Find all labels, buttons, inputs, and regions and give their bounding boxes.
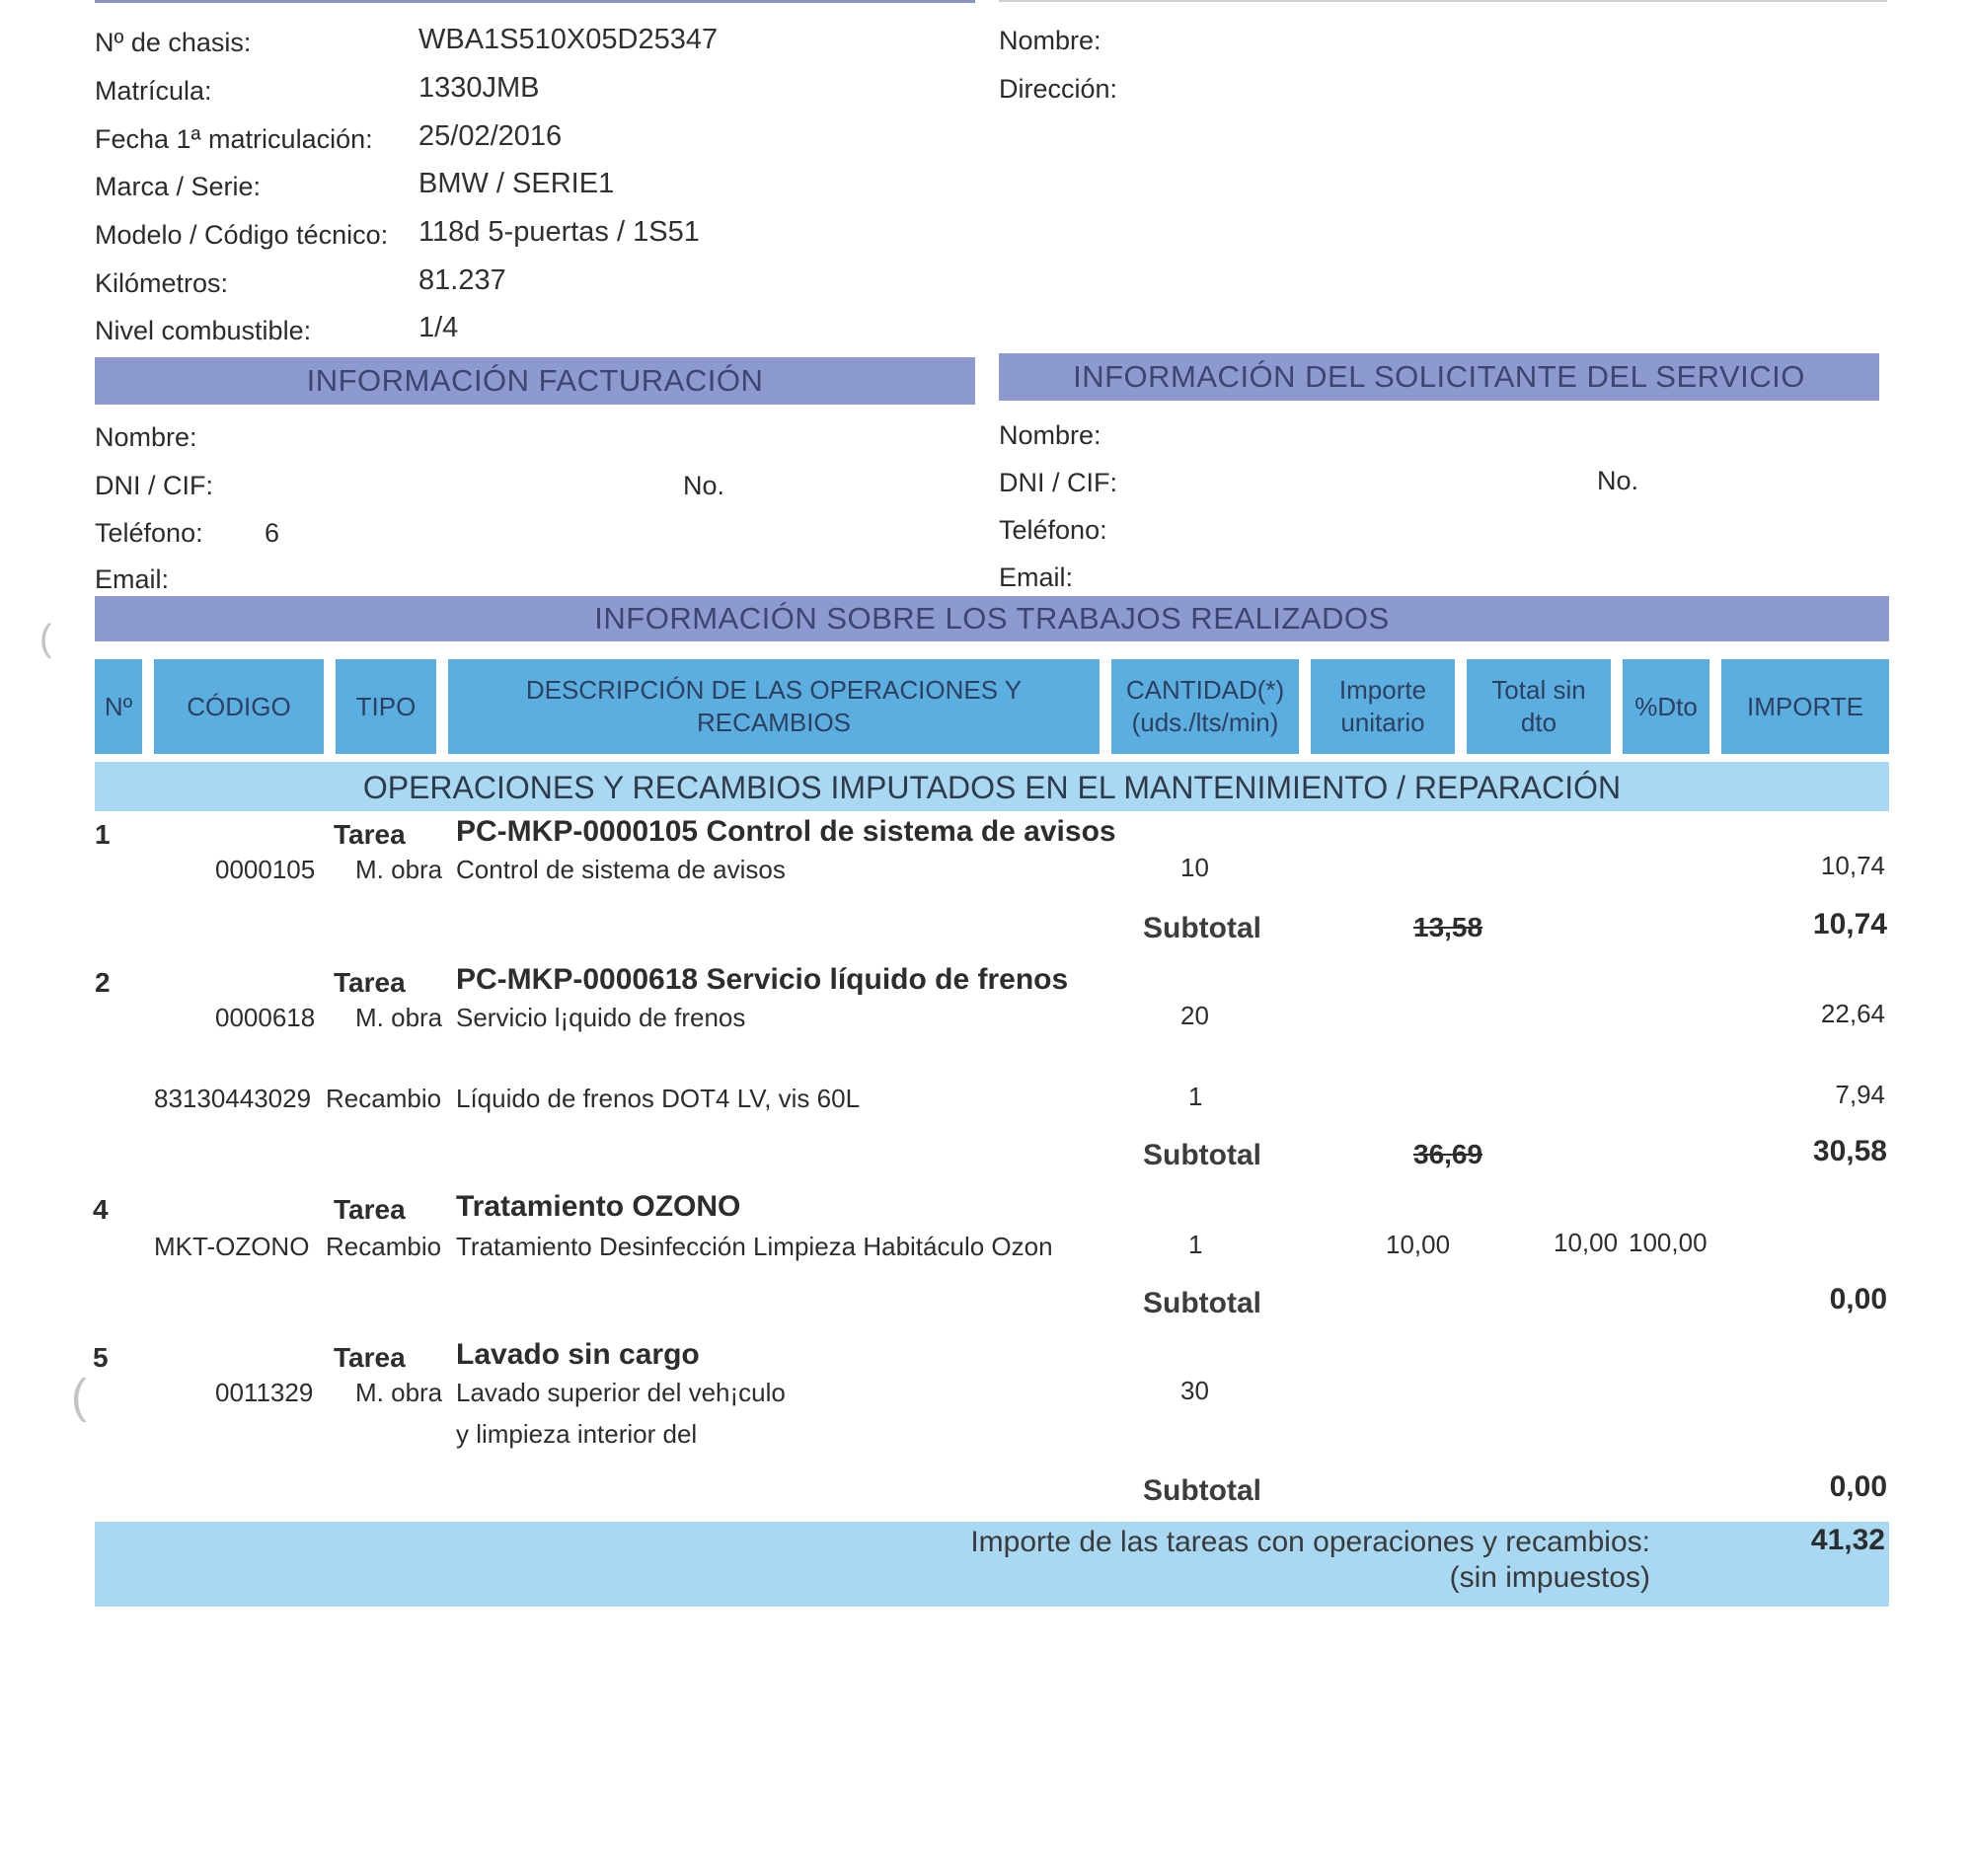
line-description: Líquido de frenos DOT4 LV, vis 60L [456, 1084, 861, 1113]
col-no: Nº [95, 659, 142, 754]
brand-value: BMW / SERIE1 [418, 168, 615, 199]
task-title: PC-MKP-0000105 Control de sistema de avisos [456, 815, 1116, 848]
chassis-label: Nº de chasis: [95, 28, 252, 57]
col-description: DESCRIPCIÓN DE LAS OPERACIONES Y RECAMBIOS [448, 659, 1100, 754]
subtotal-amount: 0,00 [1829, 1470, 1887, 1503]
line-quantity: 30 [1180, 1376, 1209, 1405]
model-label: Modelo / Código técnico: [95, 220, 389, 250]
task-number: 4 [93, 1194, 109, 1225]
line-quantity: 1 [1188, 1082, 1203, 1111]
line-description: Control de sistema de avisos [456, 855, 786, 884]
line-description: Servicio l¡quido de frenos [456, 1003, 746, 1032]
line-amount: 22,64 [1820, 999, 1885, 1028]
line-code: 83130443029 [154, 1084, 312, 1113]
line-unit-price: 10,00 [1386, 1230, 1451, 1259]
line-type: M. obra [355, 1003, 443, 1032]
line-quantity: 10 [1180, 853, 1209, 882]
billing-email-label: Email: [95, 564, 170, 594]
subtotal-label: Subtotal [1143, 1139, 1261, 1171]
total-amount: 41,32 [1810, 1524, 1885, 1556]
line-code: 0000618 [215, 1003, 316, 1032]
requester-no-label: No. [1597, 466, 1639, 495]
line-code: MKT-OZONO [154, 1232, 310, 1261]
subtotal-amount: 30,58 [1812, 1135, 1887, 1167]
km-value: 81.237 [418, 264, 506, 296]
brand-label: Marca / Serie: [95, 172, 262, 201]
punch-hole-mark: ( [39, 618, 52, 659]
line-dto: 100,00 [1629, 1228, 1708, 1257]
line-type: Recambio [326, 1084, 442, 1113]
task-type: Tarea [334, 819, 406, 850]
owner-address-label: Dirección: [999, 74, 1118, 104]
subtotal-gross: 13,58 [1413, 912, 1483, 942]
line-description-cont: y limpieza interior del [456, 1419, 698, 1449]
total-label: Importe de las tareas con operaciones y recambios: [970, 1526, 1650, 1558]
works-title: INFORMACIÓN SOBRE LOS TRABAJOS REALIZADOS [95, 596, 1889, 641]
line-description: Tratamiento Desinfección Limpieza Habitáculo Ozon [456, 1232, 1053, 1261]
owner-name-label: Nombre: [999, 26, 1101, 55]
subtotal-gross: 36,69 [1413, 1139, 1483, 1169]
top-divider-left [95, 0, 975, 3]
line-amount: 7,94 [1835, 1080, 1885, 1109]
line-description: Lavado superior del veh¡culo [456, 1378, 786, 1407]
fuel-label: Nivel combustible: [95, 316, 312, 345]
task-type: Tarea [334, 967, 406, 998]
col-code: CÓDIGO [154, 659, 324, 754]
billing-phone-label: Teléfono: [95, 518, 203, 548]
requester-title: INFORMACIÓN DEL SOLICITANTE DEL SERVICIO [999, 353, 1879, 401]
requester-dni-label: DNI / CIF: [999, 468, 1117, 497]
task-type: Tarea [334, 1342, 406, 1373]
col-quantity: CANTIDAD(*) (uds./lts/min) [1111, 659, 1299, 754]
task-title: PC-MKP-0000618 Servicio líquido de frenos [456, 963, 1069, 996]
billing-no-label: No. [683, 471, 725, 500]
line-code: 0011329 [215, 1378, 314, 1407]
task-title: Tratamiento OZONO [456, 1190, 741, 1223]
line-code: 0000105 [215, 855, 316, 884]
requester-name-label: Nombre: [999, 420, 1101, 450]
billing-name-label: Nombre: [95, 422, 197, 452]
billing-phone-value: 6 [265, 518, 280, 548]
subtotal-amount: 0,00 [1829, 1283, 1887, 1315]
col-unit-price: Importe unitario [1311, 659, 1455, 754]
subtotal-label: Subtotal [1143, 912, 1261, 944]
line-amount: 10,74 [1820, 851, 1885, 880]
line-type: M. obra [355, 1378, 443, 1407]
task-number: 5 [93, 1342, 109, 1373]
km-label: Kilómetros: [95, 268, 229, 298]
plate-label: Matrícula: [95, 76, 212, 106]
requester-email-label: Email: [999, 563, 1074, 592]
line-quantity: 1 [1188, 1230, 1203, 1259]
first-reg-value: 25/02/2016 [418, 120, 563, 152]
punch-hole-mark: ( [71, 1371, 87, 1423]
billing-title: INFORMACIÓN FACTURACIÓN [95, 357, 975, 405]
top-divider-right [999, 0, 1887, 2]
col-type: TIPO [336, 659, 436, 754]
col-total-no-dto: Total sin dto [1467, 659, 1611, 754]
model-value: 118d 5-puertas / 1S51 [418, 216, 700, 248]
operations-title: OPERACIONES Y RECAMBIOS IMPUTADOS EN EL MANTENIMIENTO / REPARACIÓN [362, 770, 1622, 805]
subtotal-amount: 10,74 [1812, 908, 1887, 940]
task-title: Lavado sin cargo [456, 1338, 700, 1371]
fuel-value: 1/4 [418, 312, 459, 343]
line-type: M. obra [355, 855, 443, 884]
requester-phone-label: Teléfono: [999, 515, 1107, 545]
line-quantity: 20 [1180, 1001, 1209, 1030]
chassis-value: WBA1S510X05D25347 [418, 24, 719, 55]
line-total-no-dto: 10,00 [1554, 1228, 1619, 1257]
task-type: Tarea [334, 1194, 406, 1225]
first-reg-label: Fecha 1ª matriculación: [95, 124, 373, 154]
col-amount: IMPORTE [1721, 659, 1889, 754]
total-note: (sin impuestos) [1449, 1561, 1650, 1594]
line-type: Recambio [326, 1232, 442, 1261]
plate-value: 1330JMB [418, 72, 540, 104]
subtotal-label: Subtotal [1143, 1287, 1261, 1319]
task-number: 1 [95, 819, 111, 850]
billing-dni-label: DNI / CIF: [95, 471, 213, 500]
subtotal-label: Subtotal [1143, 1474, 1261, 1507]
col-dto: %Dto [1623, 659, 1709, 754]
task-number: 2 [95, 967, 111, 998]
